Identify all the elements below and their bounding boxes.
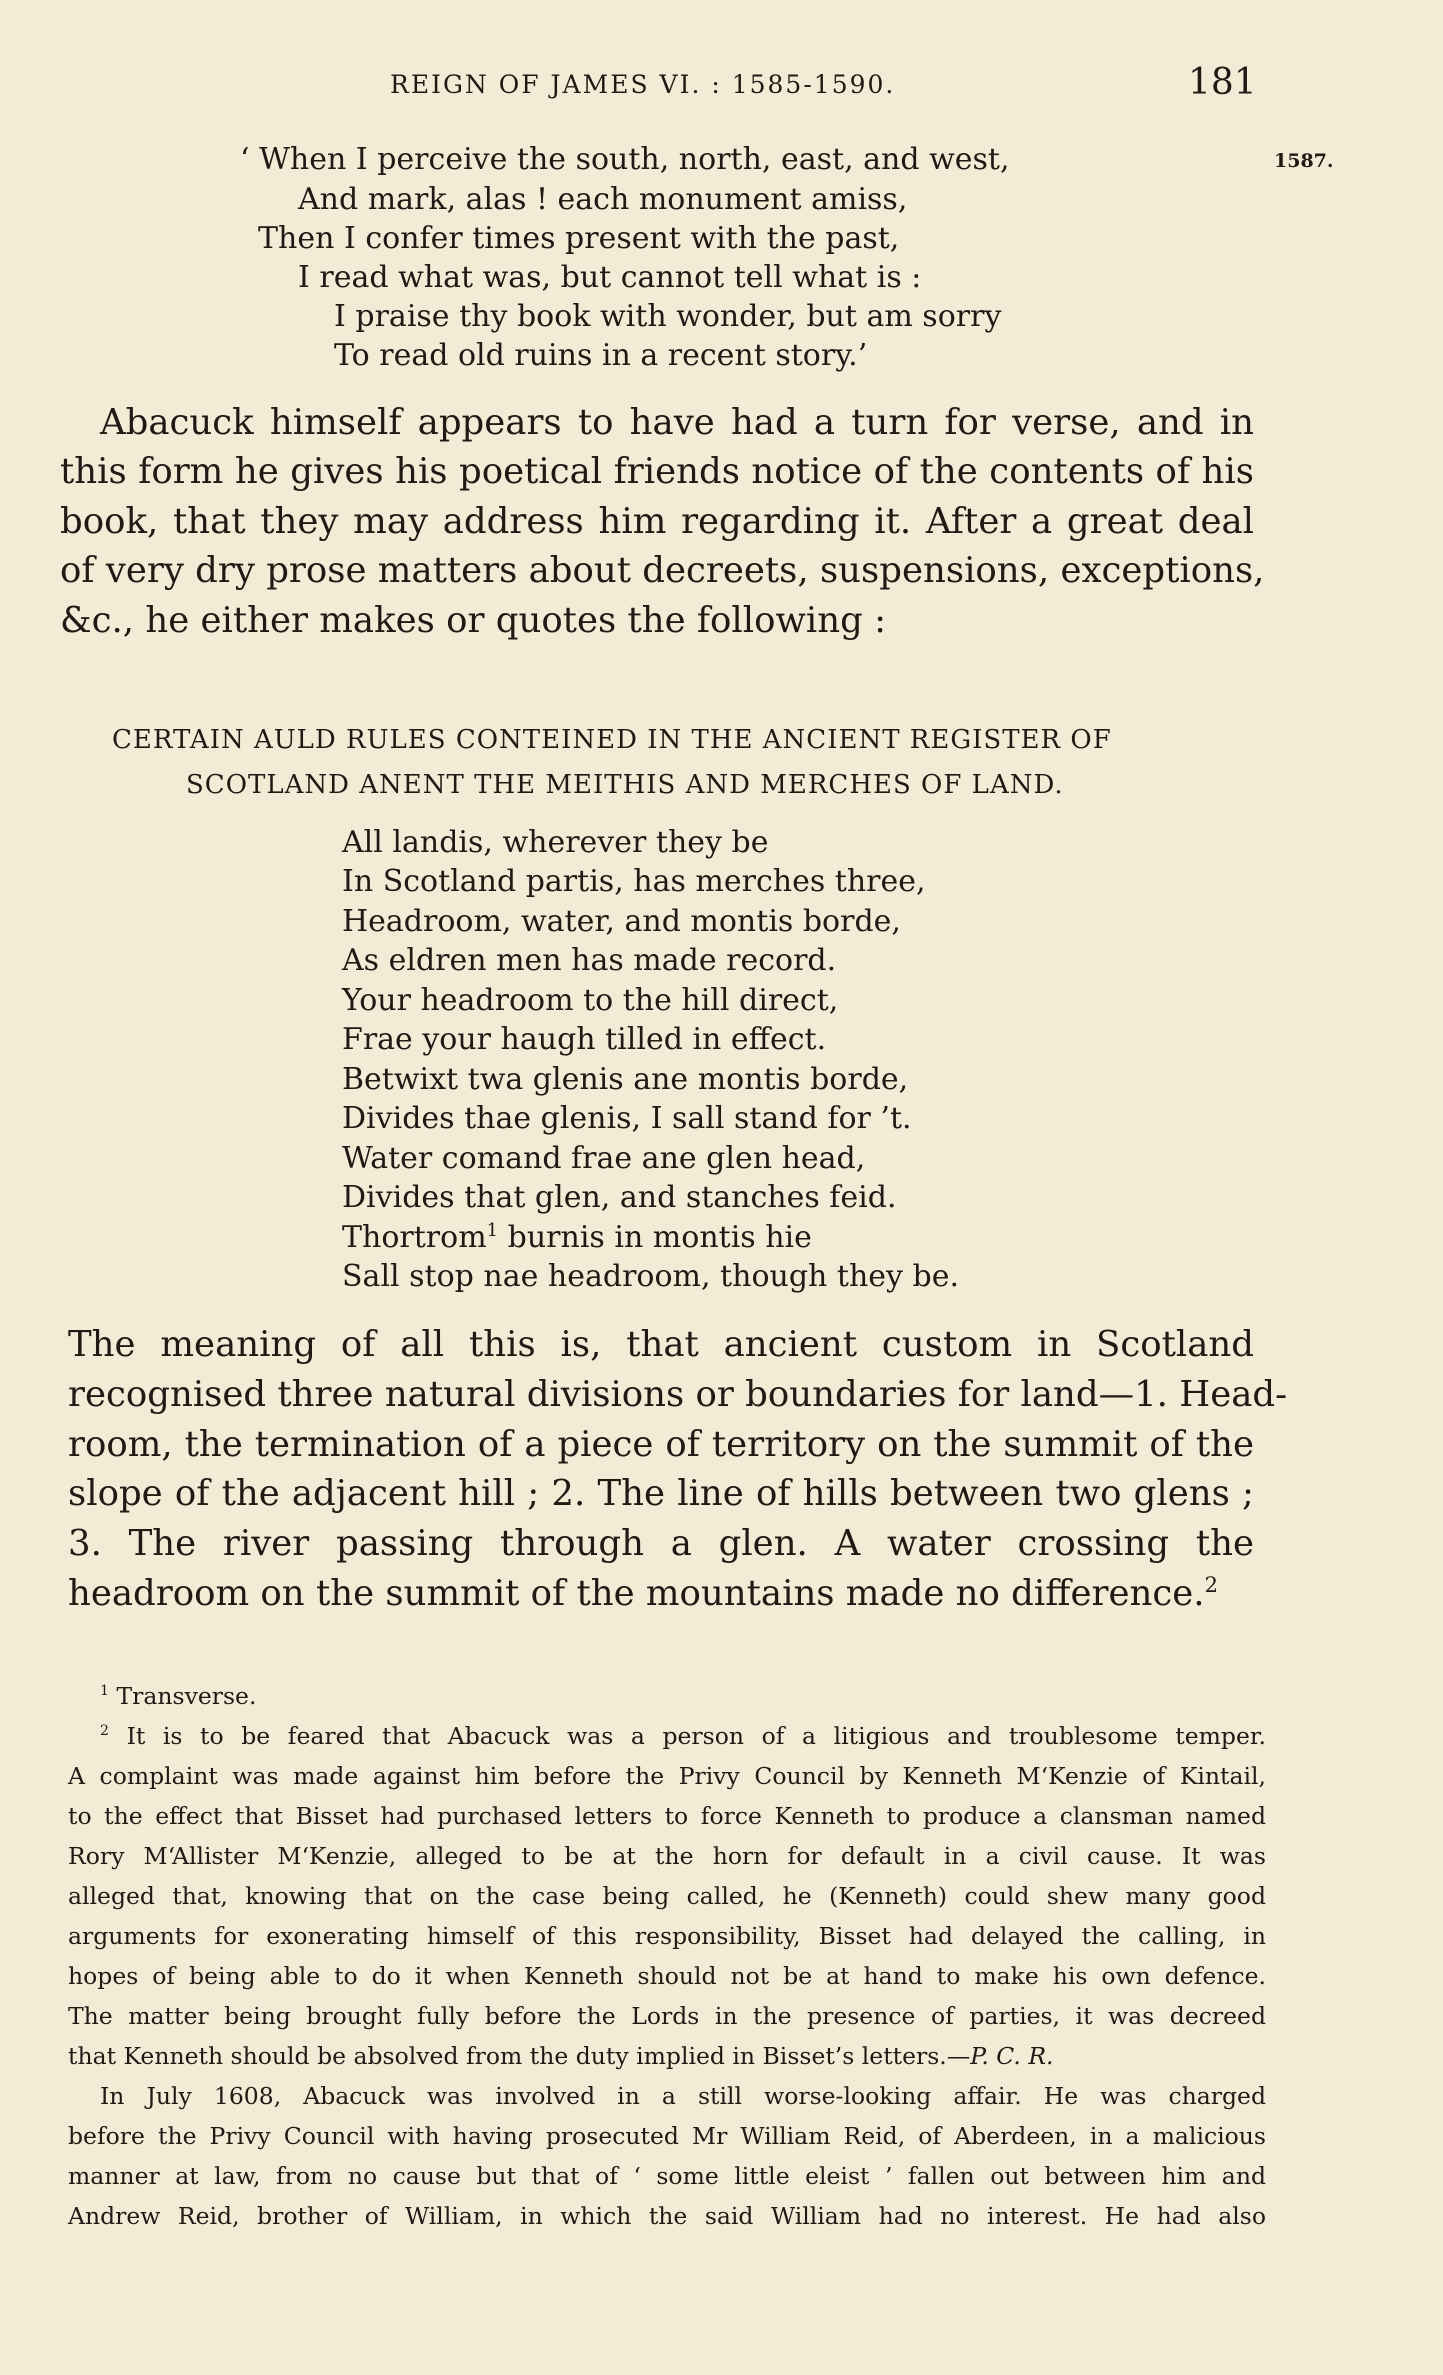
paragraph-line: slope of the adjacent hill ; 2. The line of hills between two glens ; — [68, 1473, 1254, 1514]
paragraph-line: recognised three natural divisions or boundaries for land—1. Head- — [68, 1374, 1288, 1415]
verse-line-with-footnote — [342, 1218, 812, 1257]
footnote-reference[interactable]: 2 — [1204, 1573, 1219, 1599]
footnote-line: Andrew Reid, brother of William, in which the said William had no interest. He had also — [68, 2202, 1266, 2230]
verse-line: As eldren men has made record. — [342, 943, 837, 978]
footnote-line: Rory M‘Allister M‘Kenzie, alleged to be at the horn for default in a civil cause. It was — [68, 1842, 1266, 1870]
footnote-line: hopes of being able to do it when Kenneth should not be at hand to make his own defence. — [68, 1962, 1266, 1990]
footnote-2-first-line — [100, 1716, 1266, 1756]
verse-line: All landis, wherever they be — [342, 825, 769, 860]
verse-line: In Scotland partis, has merches three, — [342, 864, 926, 899]
verse-line: Divides thae glenis, I sall stand for ’t. — [342, 1101, 912, 1136]
paragraph-line: Abacuck himself appears to have had a turn for verse, and in — [100, 402, 1254, 443]
paragraph-line: of very dry prose matters about decreets, suspensions, exceptions, — [60, 550, 1265, 591]
verse-line: Water comand frae ane glen head, — [342, 1141, 866, 1176]
footnote-line-with-source — [68, 2036, 1054, 2076]
footnote-line: alleged that, knowing that on the case being called, he (Kenneth) could shew many good — [68, 1882, 1266, 1910]
paragraph-line-with-footnote — [68, 1569, 1254, 1618]
footnote-line: manner at law, from no cause but that of ‘ some little eleist ’ fallen out between him and — [68, 2162, 1266, 2190]
verse-text: Thortrom — [342, 1220, 487, 1255]
footnote-text: It is to be feared that Abacuck was a person of a litigious and troublesome temper. — [126, 1722, 1266, 1750]
paragraph-line: book, that they may address him regarding it. After a great deal — [60, 501, 1254, 542]
footnote-mark: 2 — [100, 1723, 109, 1740]
verse-line: Sall stop nae headroom, though they be. — [342, 1259, 959, 1294]
heading-line: CERTAIN AULD RULES CONTEINED IN THE ANCIENT REGISTER OF — [112, 725, 1112, 755]
verse-text: burnis in montis hie — [507, 1220, 812, 1255]
footnote-mark: 1 — [100, 1683, 109, 1700]
verse-line: Headroom, water, and montis borde, — [342, 904, 901, 939]
verse-line: Betwixt twa glenis ane montis borde, — [342, 1062, 909, 1097]
footnote-line: In July 1608, Abacuck was involved in a still worse-looking affair. He was charged — [100, 2082, 1266, 2110]
margin-year: 1587. — [1274, 150, 1334, 172]
running-head: REIGN OF JAMES VI. : 1585-1590. — [390, 70, 896, 99]
verse-line: Frae your haugh tilled in effect. — [342, 1022, 827, 1057]
verse-line: I praise thy book with wonder, but am sorry — [334, 299, 1002, 334]
paragraph-line: The meaning of all this is, that ancient custom in Scotland — [68, 1324, 1254, 1365]
verse-line: Divides that glen, and stanches feid. — [342, 1180, 897, 1215]
footnote-line: arguments for exonerating himself of this responsibility, Bisset had delayed the calling, in — [68, 1922, 1266, 1950]
verse-line: Your headroom to the hill direct, — [342, 983, 839, 1018]
footnote-line: The matter being brought fully before the Lords in the presence of parties, it was decreed — [68, 2002, 1266, 2030]
page-number: 181 — [1188, 62, 1257, 103]
verse-line: And mark, alas ! each monument amiss, — [298, 182, 908, 217]
footnote-text: that Kenneth should be absolved from the duty implied in Bisset’s letters.— — [68, 2042, 971, 2070]
verse-line: Then I confer times present with the past, — [258, 221, 900, 256]
footnote-line: to the effect that Bisset had purchased letters to force Kenneth to produce a clansman named — [68, 1802, 1266, 1830]
paragraph-line: 3. The river passing through a glen. A water crossing the — [68, 1523, 1254, 1564]
footnote-line: before the Privy Council with having prosecuted Mr William Reid, of Aberdeen, in a malicious — [68, 2122, 1266, 2150]
paragraph-line: room, the termination of a piece of territory on the summit of the — [68, 1424, 1254, 1465]
paragraph-text: headroom on the summit of the mountains made no difference. — [68, 1573, 1205, 1614]
footnote-1 — [100, 1676, 256, 1716]
source-citation: P. C. R. — [970, 2042, 1054, 2070]
verse-line: ‘ When I perceive the south, north, east, and west, — [240, 142, 1010, 177]
heading-line: SCOTLAND ANENT THE MEITHIS AND MERCHES OF LAND. — [186, 770, 1064, 800]
footnote-text: Transverse. — [116, 1682, 257, 1710]
verse-line: To read old ruins in a recent story.’ — [334, 338, 868, 373]
footnote-reference[interactable]: 1 — [486, 1220, 499, 1241]
paragraph-line: this form he gives his poetical friends notice of the contents of his — [60, 451, 1254, 492]
paragraph-line: &c., he either makes or quotes the following : — [60, 600, 887, 641]
verse-line: I read what was, but cannot tell what is : — [298, 260, 922, 295]
footnote-line: A complaint was made against him before the Privy Council by Kenneth M‘Kenzie of Kintail, — [68, 1762, 1266, 1790]
